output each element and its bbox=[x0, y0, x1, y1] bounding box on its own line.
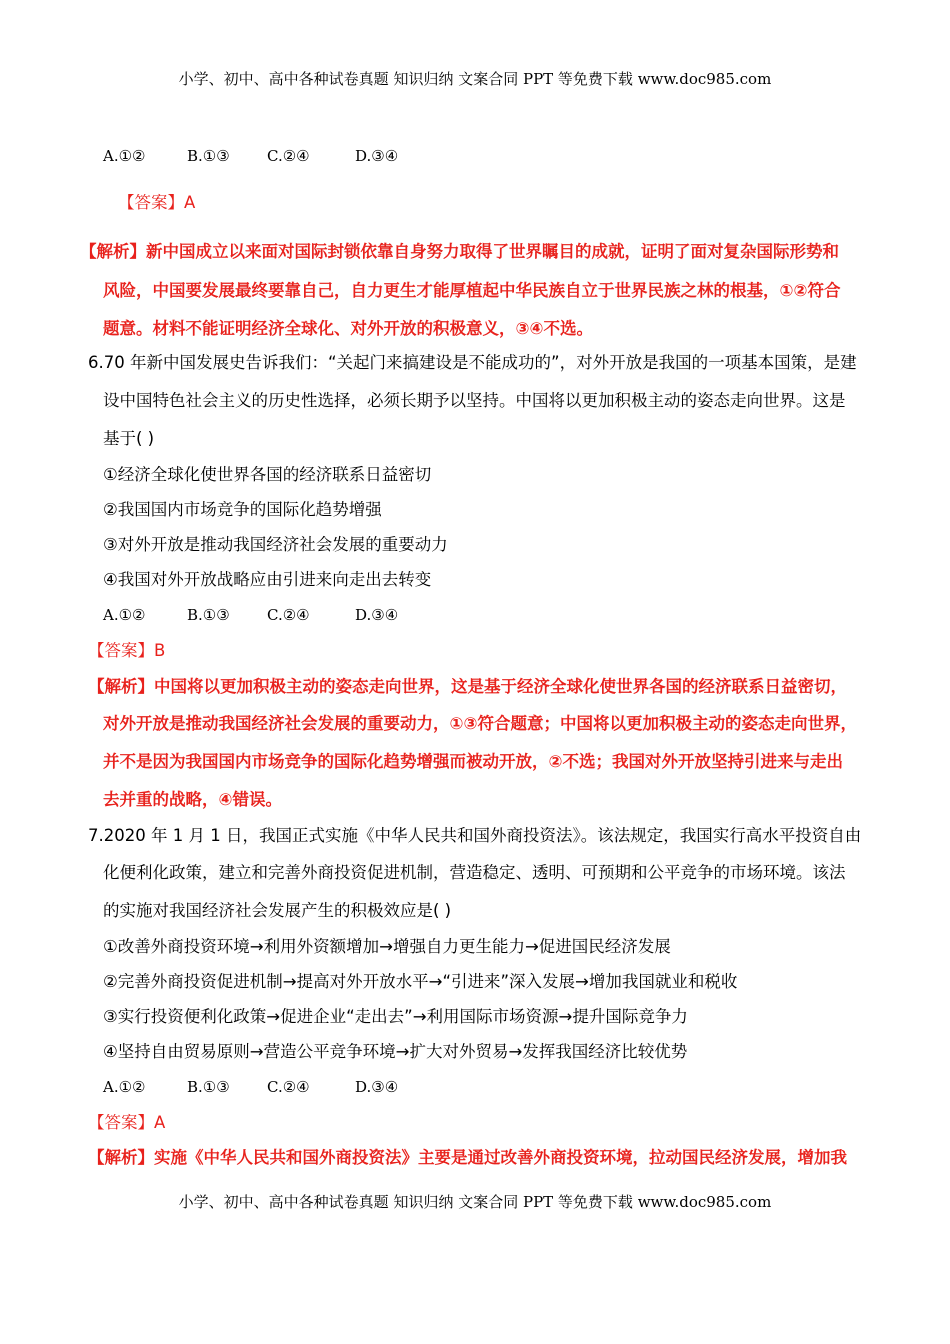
analysis-line: 风险，中国要发展最终要靠自己，自力更生才能厚植起中华民族自立于世界民族之林的根基，①②符合 bbox=[103, 281, 841, 300]
analysis-line: 【解析】实施《中华人民共和国外商投资法》主要是通过改善外商投资环境，拉动国民经济发展，增加我 bbox=[88, 1148, 847, 1167]
question-stem: 设中国特色社会主义的历史性选择，必须长期予以坚持。中国将以更加积极主动的姿态走向世界。这是 bbox=[103, 391, 846, 410]
analysis-line: 并不是因为我国国内市场竞争的国际化趋势增强而被动开放，②不选；我国对外开放坚持引进来与走出 bbox=[103, 752, 843, 771]
option-d: D.③④ bbox=[355, 1078, 399, 1096]
analysis-line: 去并重的战略，④错误。 bbox=[103, 790, 282, 809]
options-row bbox=[103, 146, 398, 166]
statement-item: ③对外开放是推动我国经济社会发展的重要动力 bbox=[103, 535, 448, 554]
answer: 【答案】A bbox=[88, 1113, 166, 1132]
options-row bbox=[103, 1077, 398, 1097]
page-header: 小学、初中、高中各种试卷真题 知识归纳 文案合同 PPT 等免费下载 www.doc985.com bbox=[178, 70, 772, 88]
question-stem: 基于( ) bbox=[103, 429, 155, 448]
question-stem: 6.70 年新中国发展史告诉我们：“关起门来搞建设是不能成功的”，对外开放是我国的一项基本国策，是建 bbox=[88, 353, 857, 372]
analysis-line: 对外开放是推动我国经济社会发展的重要动力，①③符合题意；中国将以更加积极主动的姿态走向世界， bbox=[103, 714, 857, 733]
analysis-line: 【解析】中国将以更加积极主动的姿态走向世界，这是基于经济全球化使世界各国的经济联系日益密切， bbox=[88, 677, 847, 696]
option-b: B.①③ bbox=[187, 606, 230, 624]
answer: 【答案】A bbox=[118, 193, 196, 212]
option-c: C.②④ bbox=[267, 147, 310, 165]
option-d: D.③④ bbox=[355, 606, 399, 624]
analysis-line: 【解析】新中国成立以来面对国际封锁依靠自身努力取得了世界瞩目的成就，证明了面对复杂国际形势和 bbox=[80, 242, 839, 261]
statement-item: ①改善外商投资环境→利用外资额增加→增强自力更生能力→促进国民经济发展 bbox=[103, 937, 671, 956]
option-a: A.①② bbox=[103, 147, 146, 165]
option-c: C.②④ bbox=[267, 1078, 310, 1096]
option-b: B.①③ bbox=[187, 1078, 230, 1096]
options-row bbox=[103, 605, 398, 625]
page-footer: 小学、初中、高中各种试卷真题 知识归纳 文案合同 PPT 等免费下载 www.doc985.com bbox=[178, 1193, 772, 1211]
statement-item: ①经济全球化使世界各国的经济联系日益密切 bbox=[103, 465, 432, 484]
statement-item: ③实行投资便利化政策→促进企业“走出去”→利用国际市场资源→提升国际竞争力 bbox=[103, 1007, 688, 1026]
analysis-line: 题意。材料不能证明经济全球化、对外开放的积极意义，③④不选。 bbox=[103, 319, 593, 338]
statement-item: ④我国对外开放战略应由引进来向走出去转变 bbox=[103, 570, 432, 589]
statement-item: ②完善外商投资促进机制→提高对外开放水平→“引进来”深入发展→增加我国就业和税收 bbox=[103, 972, 738, 991]
question-stem: 化便利化政策，建立和完善外商投资促进机制，营造稳定、透明、可预期和公平竞争的市场环境。该法 bbox=[103, 863, 846, 882]
option-c: C.②④ bbox=[267, 606, 310, 624]
statement-item: ④坚持自由贸易原则→营造公平竞争环境→扩大对外贸易→发挥我国经济比较优势 bbox=[103, 1042, 688, 1061]
question-stem: 7.2020 年 1 月 1 日，我国正式实施《中华人民共和国外商投资法》。该法规定，我国实行高水平投资自由 bbox=[88, 826, 862, 845]
option-a: A.①② bbox=[103, 1078, 146, 1096]
question-stem: 的实施对我国经济社会发展产生的积极效应是( ) bbox=[103, 901, 452, 920]
option-d: D.③④ bbox=[355, 147, 399, 165]
statement-item: ②我国国内市场竞争的国际化趋势增强 bbox=[103, 500, 382, 519]
option-b: B.①③ bbox=[187, 147, 230, 165]
answer: 【答案】B bbox=[88, 641, 166, 660]
option-a: A.①② bbox=[103, 606, 146, 624]
